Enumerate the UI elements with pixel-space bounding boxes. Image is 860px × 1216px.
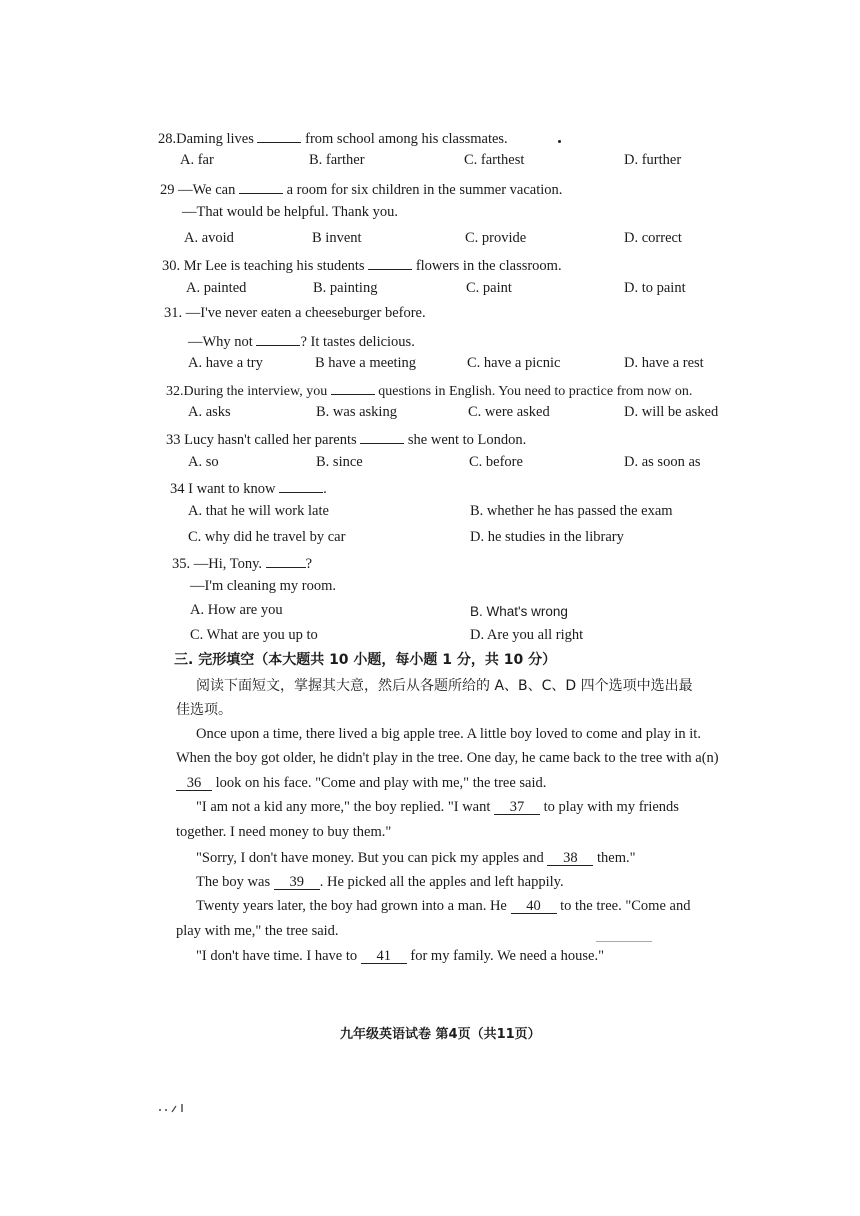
answer-blank <box>331 379 375 395</box>
option-c: C. provide <box>465 230 527 246</box>
question-stem: . <box>323 481 327 497</box>
option-b: B. painting <box>313 280 378 296</box>
answer-blank <box>256 330 300 346</box>
question-stem: During the interview, you <box>183 384 328 399</box>
passage-text: them." <box>596 850 636 866</box>
passage-line: Once upon a time, there lived a big apple tree. A little boy loved to come and play in it. <box>196 726 701 742</box>
question-number: 32. <box>166 384 184 399</box>
option-d: D. have a rest <box>624 355 704 371</box>
question-number: 30. <box>162 258 181 274</box>
question-34 <box>170 477 327 498</box>
cloze-blank: 40 <box>511 898 557 914</box>
cloze-blank: 41 <box>361 948 407 964</box>
option-b: B. was asking <box>316 404 397 420</box>
passage-line <box>196 849 636 867</box>
reply-text: ? It tastes delicious. <box>300 334 415 350</box>
question-stem: from school among his classmates. <box>305 131 508 147</box>
question-stem: want to know <box>196 481 276 497</box>
passage-text: "Sorry, I don't have money. But you can pick my apples and <box>196 850 544 866</box>
reply-text: —Why not <box>188 334 253 350</box>
passage-line: When the boy got older, he didn't play in the tree. One day, he came back to the tree with a(n) <box>176 750 719 766</box>
question-stem: Mr Lee is teaching his students <box>183 258 365 274</box>
question-33 <box>166 428 526 449</box>
question-stem: she went to London. <box>407 432 527 448</box>
passage-text: to play with my friends <box>543 799 679 815</box>
dialogue-reply <box>188 330 415 351</box>
scan-smudge <box>156 1100 196 1116</box>
answer-blank <box>360 428 404 444</box>
question-31 <box>164 304 426 322</box>
cloze-blank: 37 <box>494 799 540 815</box>
question-30 <box>162 254 562 275</box>
option-a: A. avoid <box>184 230 234 246</box>
answer-blank <box>239 178 283 194</box>
faint-mark <box>596 941 652 942</box>
option-c: C. were asked <box>468 404 550 420</box>
option-b: B. What's wrong <box>470 604 568 619</box>
passage-line: together. I need money to buy them." <box>176 824 392 840</box>
answer-blank <box>279 477 323 493</box>
question-32 <box>166 379 692 401</box>
passage-line <box>196 897 690 915</box>
question-stem: a room for six children in the summer vacation. <box>286 182 563 198</box>
option-c: C. farthest <box>464 152 525 168</box>
option-c: C. before <box>469 454 523 470</box>
question-28 <box>158 127 508 148</box>
question-number: 29 <box>160 182 175 198</box>
cloze-blank: 36 <box>176 775 212 791</box>
passage-text: Twenty years later, the boy had grown into a man. He <box>196 898 507 914</box>
option-b: B have a meeting <box>315 355 417 371</box>
answer-blank <box>257 127 301 143</box>
passage-line: play with me," the tree said. <box>176 923 339 939</box>
section-instruction: 阅读下面短文，掌握其大意，然后从各题所给的 A、B、C、D 四个选项中选出最 <box>196 678 693 694</box>
question-number: 35. <box>172 556 191 572</box>
question-29 <box>160 178 562 199</box>
cloze-blank: 39 <box>274 874 320 890</box>
option-c: C. have a picnic <box>467 355 561 371</box>
section-heading: 三. 完形填空（本大题共 10 小题，每小题 1 分，共 10 分） <box>174 652 557 668</box>
option-d: D. further <box>624 152 682 168</box>
option-a: A. that he will work late <box>188 503 329 519</box>
question-stem: flowers in the classroom. <box>415 258 562 274</box>
passage-line <box>196 798 679 816</box>
passage-line <box>196 947 604 965</box>
question-number: 28. <box>158 131 177 147</box>
question-35 <box>172 552 312 573</box>
option-c: C. paint <box>466 280 512 296</box>
option-a: A. asks <box>188 404 231 420</box>
option-d: D. he studies in the library <box>470 529 624 545</box>
passage-text: "I don't have time. I have to <box>196 948 358 964</box>
option-b: B. farther <box>309 152 365 168</box>
question-stem: —I've never eaten a cheeseburger before. <box>185 305 426 321</box>
section-instruction: 佳选项。 <box>176 702 232 718</box>
passage-line <box>196 873 564 891</box>
dialogue-reply: —That would be helpful. Thank you. <box>182 204 398 220</box>
passage-text: The boy was <box>196 874 271 890</box>
question-stem: —We can <box>178 182 236 198</box>
passage-line <box>176 774 546 792</box>
option-a: A. How are you <box>190 602 283 618</box>
answer-blank <box>266 552 306 568</box>
passage-text: . He picked all the apples and left happily. <box>319 874 564 890</box>
option-b: B. whether he has passed the exam <box>470 503 673 519</box>
option-d: D. will be asked <box>624 404 719 420</box>
option-c: C. What are you up to <box>190 627 318 643</box>
option-a: A. painted <box>186 280 247 296</box>
option-d: D. to paint <box>624 280 686 296</box>
option-c: C. why did he travel by car <box>188 529 346 545</box>
passage-text: "I am not a kid any more," the boy replied. "I want <box>196 799 491 815</box>
question-stem: questions in English. You need to practice from now on. <box>378 384 693 399</box>
question-stem: Lucy hasn't called her parents <box>184 432 357 448</box>
ink-dot <box>558 140 561 143</box>
question-stem: ? <box>305 556 313 572</box>
option-b: B invent <box>312 230 362 246</box>
option-d: D. correct <box>624 230 682 246</box>
question-number: 33 <box>166 432 181 448</box>
dialogue-reply: —I'm cleaning my room. <box>190 578 336 594</box>
option-a: A. have a try <box>188 355 263 371</box>
option-d: D. as soon as <box>624 454 701 470</box>
question-stem: Daming lives <box>176 131 254 147</box>
option-d: D. Are you all right <box>470 627 584 643</box>
option-b: B. since <box>316 454 363 470</box>
cloze-blank: 38 <box>547 850 593 866</box>
page-footer: 九年级英语试卷 第4页（共11页） <box>340 1027 541 1042</box>
question-number: 34 I <box>170 481 193 497</box>
question-stem: —Hi, Tony. <box>193 556 263 572</box>
option-a: A. so <box>188 454 219 470</box>
passage-text: to the tree. "Come and <box>560 898 691 914</box>
option-a: A. far <box>180 152 214 168</box>
passage-text: for my family. We need a house." <box>410 948 604 964</box>
passage-text: look on his face. "Come and play with me," the tree said. <box>215 775 547 791</box>
question-number: 31. <box>164 305 183 321</box>
answer-blank <box>368 254 412 270</box>
